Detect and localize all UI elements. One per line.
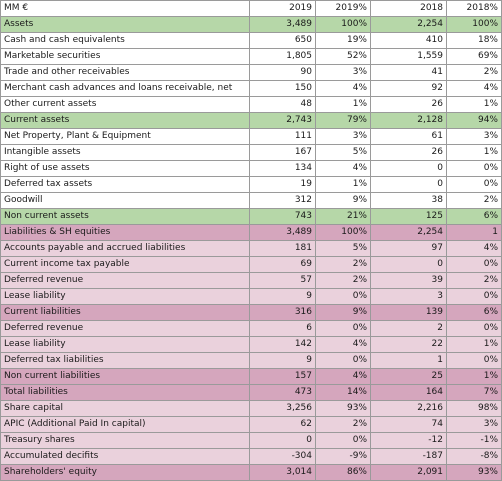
table-row [1,385,502,401]
row-label-cell[interactable]: Other current assets [1,97,250,113]
value-2018-cell[interactable]: 0 [371,161,447,177]
table-row [1,273,502,289]
table-row [1,305,502,321]
percent-2019-cell[interactable]: 4% [316,161,371,177]
value-2018-cell[interactable]: 2,128 [371,113,447,129]
value-2019-cell[interactable]: 650 [250,33,316,49]
row-label-cell[interactable]: Liabilities & SH equities [1,225,250,241]
value-2018-cell[interactable]: 22 [371,337,447,353]
value-2019-cell[interactable]: 3,489 [250,17,316,33]
value-2018-cell[interactable]: 26 [371,97,447,113]
row-label-cell[interactable]: APIC (Additional Paid In capital) [1,417,250,433]
table-row [1,17,502,33]
table-row [1,369,502,385]
percent-2018-cell[interactable]: 7% [447,385,502,401]
percent-2018-cell[interactable]: 18% [447,33,502,49]
percent-2018-cell[interactable]: 4% [447,81,502,97]
value-2018-cell[interactable]: -187 [371,449,447,465]
row-label-cell[interactable]: Assets [1,17,250,33]
value-2018-cell[interactable]: 38 [371,193,447,209]
value-2018-cell[interactable]: 1 [371,353,447,369]
row-label-cell[interactable]: Accumulated decifits [1,449,250,465]
row-label-cell[interactable]: Deferred tax assets [1,177,250,193]
percent-2018-cell[interactable]: 2% [447,273,502,289]
percent-2018-cell[interactable]: 1% [447,337,502,353]
table-row [1,353,502,369]
table-row [1,225,502,241]
row-label-cell[interactable]: Intangible assets [1,145,250,161]
percent-2018-cell[interactable]: 4% [447,241,502,257]
row-label-cell[interactable]: Non current assets [1,209,250,225]
value-2019-cell[interactable]: -304 [250,449,316,465]
value-2019-cell[interactable]: 57 [250,273,316,289]
value-2019-cell[interactable]: 62 [250,417,316,433]
value-2019-cell[interactable]: 3,014 [250,465,316,481]
value-2018-cell[interactable]: 74 [371,417,447,433]
value-2018-cell[interactable]: 1,559 [371,49,447,65]
percent-2018-cell[interactable]: 94% [447,113,502,129]
value-2019-cell[interactable]: 0 [250,433,316,449]
percent-2018-cell[interactable]: 0% [447,257,502,273]
value-2019-cell[interactable]: 157 [250,369,316,385]
percent-2019-cell[interactable]: 5% [316,145,371,161]
percent-2019-cell[interactable]: 3% [316,65,371,81]
percent-2018-cell[interactable]: 3% [447,417,502,433]
value-2019-cell[interactable]: 473 [250,385,316,401]
percent-2018-cell[interactable]: -1% [447,433,502,449]
percent-2018-cell[interactable]: 1% [447,97,502,113]
value-2019-cell[interactable]: 3,256 [250,401,316,417]
percent-2019-cell[interactable]: 21% [316,209,371,225]
percent-2019-cell[interactable]: 100% [316,225,371,241]
value-2019-cell[interactable]: 9 [250,353,316,369]
row-label-cell[interactable]: Total liabilities [1,385,250,401]
value-2018-cell[interactable]: 25 [371,369,447,385]
percent-2019-cell[interactable]: 4% [316,81,371,97]
row-label-cell[interactable]: Lease liability [1,289,250,305]
row-label-cell[interactable]: Share capital [1,401,250,417]
percent-2019-cell[interactable]: 0% [316,433,371,449]
percent-2019-cell[interactable]: 4% [316,369,371,385]
row-label-cell[interactable]: Lease liability [1,337,250,353]
value-2019-cell[interactable]: 150 [250,81,316,97]
value-2019-cell[interactable]: 743 [250,209,316,225]
table-row [1,401,502,417]
value-2018-cell[interactable]: 410 [371,33,447,49]
row-label-cell[interactable]: Current liabilities [1,305,250,321]
header-2019-pct-cell[interactable]: 2019% [316,1,371,17]
percent-2018-cell[interactable]: 2% [447,193,502,209]
percent-2019-cell[interactable]: 1% [316,97,371,113]
percent-2019-cell[interactable]: 79% [316,113,371,129]
percent-2018-cell[interactable]: 93% [447,465,502,481]
table-body [1,17,502,481]
header-2019-cell[interactable]: 2019 [250,1,316,17]
percent-2019-cell[interactable]: 9% [316,193,371,209]
table-row [1,337,502,353]
value-2018-cell[interactable]: 139 [371,305,447,321]
value-2018-cell[interactable]: 164 [371,385,447,401]
table-row [1,145,502,161]
value-2018-cell[interactable]: 0 [371,177,447,193]
percent-2019-cell[interactable]: 4% [316,337,371,353]
percent-2019-cell[interactable]: 19% [316,33,371,49]
value-2018-cell[interactable]: 2 [371,321,447,337]
percent-2018-cell[interactable]: 1% [447,145,502,161]
value-2018-cell[interactable]: 2,216 [371,401,447,417]
table-row [1,241,502,257]
table-row [1,97,502,113]
value-2018-cell[interactable]: 92 [371,81,447,97]
value-2019-cell[interactable]: 167 [250,145,316,161]
row-label-cell[interactable]: Treasury shares [1,433,250,449]
value-2019-cell[interactable]: 69 [250,257,316,273]
table-row [1,193,502,209]
row-label-cell[interactable]: Shareholders' equity [1,465,250,481]
percent-2018-cell[interactable]: 100% [447,17,502,33]
percent-2019-cell[interactable]: 2% [316,417,371,433]
percent-2019-cell[interactable]: 52% [316,49,371,65]
table-row [1,465,502,481]
table-row [1,113,502,129]
percent-2019-cell[interactable]: 0% [316,289,371,305]
table-row [1,65,502,81]
table-row [1,417,502,433]
value-2019-cell[interactable]: 3,489 [250,225,316,241]
percent-2018-cell[interactable]: 0% [447,353,502,369]
percent-2019-cell[interactable]: 0% [316,321,371,337]
percent-2018-cell[interactable]: 3% [447,129,502,145]
value-2019-cell[interactable]: 316 [250,305,316,321]
value-2019-cell[interactable]: 312 [250,193,316,209]
row-label-cell[interactable]: Deferred revenue [1,321,250,337]
percent-2019-cell[interactable]: -9% [316,449,371,465]
row-label-cell[interactable]: Trade and other receivables [1,65,250,81]
table-row [1,129,502,145]
percent-2018-cell[interactable]: 0% [447,321,502,337]
percent-2018-cell[interactable]: 2% [447,65,502,81]
value-2019-cell[interactable]: 19 [250,177,316,193]
value-2018-cell[interactable]: 3 [371,289,447,305]
value-2019-cell[interactable]: 181 [250,241,316,257]
row-label-cell[interactable]: Deferred revenue [1,273,250,289]
header-row [1,1,502,17]
percent-2019-cell[interactable]: 5% [316,241,371,257]
value-2019-cell[interactable]: 48 [250,97,316,113]
table-row [1,321,502,337]
value-2019-cell[interactable]: 134 [250,161,316,177]
table-row [1,81,502,97]
percent-2018-cell[interactable]: 1 [447,225,502,241]
value-2018-cell[interactable]: 41 [371,65,447,81]
table-row [1,33,502,49]
value-2019-cell[interactable]: 142 [250,337,316,353]
value-2018-cell[interactable]: 39 [371,273,447,289]
row-label-cell[interactable]: Net Property, Plant & Equipment [1,129,250,145]
percent-2019-cell[interactable]: 93% [316,401,371,417]
percent-2019-cell[interactable]: 14% [316,385,371,401]
percent-2019-cell[interactable]: 9% [316,305,371,321]
value-2018-cell[interactable]: 2,091 [371,465,447,481]
header-2018-cell[interactable]: 2018 [371,1,447,17]
value-2018-cell[interactable]: 61 [371,129,447,145]
percent-2018-cell[interactable]: -8% [447,449,502,465]
table-row [1,209,502,225]
row-label-cell[interactable]: Deferred tax liabilities [1,353,250,369]
percent-2018-cell[interactable]: 6% [447,209,502,225]
table-row [1,177,502,193]
percent-2018-cell[interactable]: 0% [447,177,502,193]
value-2019-cell[interactable]: 111 [250,129,316,145]
value-2018-cell[interactable]: 125 [371,209,447,225]
header-2018-pct-cell[interactable]: 2018% [447,1,502,17]
percent-2019-cell[interactable]: 1% [316,177,371,193]
row-label-cell[interactable]: Marketable securities [1,49,250,65]
table-row [1,161,502,177]
percent-2018-cell[interactable]: 0% [447,161,502,177]
header-label-cell[interactable]: MM € [1,1,250,17]
row-label-cell[interactable]: Current assets [1,113,250,129]
value-2018-cell[interactable]: 97 [371,241,447,257]
table-row [1,49,502,65]
value-2019-cell[interactable]: 90 [250,65,316,81]
percent-2018-cell[interactable]: 0% [447,289,502,305]
value-2018-cell[interactable]: 2,254 [371,225,447,241]
row-label-cell[interactable]: Accounts payable and accrued liabilities [1,241,250,257]
row-label-cell[interactable]: Current income tax payable [1,257,250,273]
table-row [1,257,502,273]
value-2018-cell[interactable]: 0 [371,257,447,273]
percent-2019-cell[interactable]: 100% [316,17,371,33]
value-2018-cell[interactable]: 2,254 [371,17,447,33]
percent-2019-cell[interactable]: 86% [316,465,371,481]
percent-2019-cell[interactable]: 2% [316,257,371,273]
value-2018-cell[interactable]: 26 [371,145,447,161]
table-row [1,433,502,449]
value-2019-cell[interactable]: 1,805 [250,49,316,65]
value-2019-cell[interactable]: 9 [250,289,316,305]
percent-2018-cell[interactable]: 6% [447,305,502,321]
percent-2019-cell[interactable]: 2% [316,273,371,289]
value-2019-cell[interactable]: 2,743 [250,113,316,129]
percent-2018-cell[interactable]: 1% [447,369,502,385]
value-2018-cell[interactable]: -12 [371,433,447,449]
percent-2019-cell[interactable]: 0% [316,353,371,369]
value-2019-cell[interactable]: 6 [250,321,316,337]
percent-2018-cell[interactable]: 69% [447,49,502,65]
table-row [1,449,502,465]
row-label-cell[interactable]: Right of use assets [1,161,250,177]
row-label-cell[interactable]: Cash and cash equivalents [1,33,250,49]
table-row [1,289,502,305]
row-label-cell[interactable]: Merchant cash advances and loans receivable, net [1,81,250,97]
percent-2018-cell[interactable]: 98% [447,401,502,417]
percent-2019-cell[interactable]: 3% [316,129,371,145]
row-label-cell[interactable]: Non current liabilities [1,369,250,385]
row-label-cell[interactable]: Goodwill [1,193,250,209]
